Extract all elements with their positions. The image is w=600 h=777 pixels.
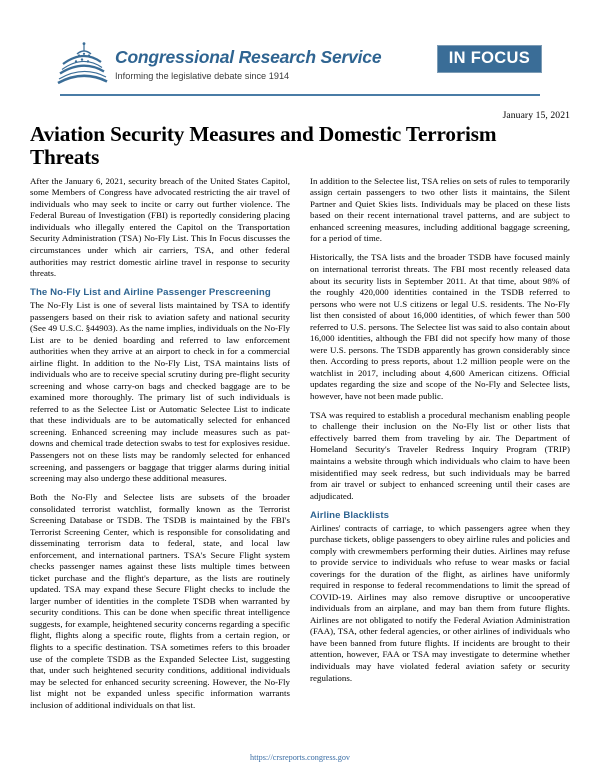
brand-name: Congressional Research Service — [115, 47, 382, 67]
section-heading-no-fly-list: The No-Fly List and Airline Passenger Prescreening — [30, 287, 271, 299]
crs-reports-url-link[interactable]: https://crsreports.congress.gov — [249, 753, 351, 762]
right-paragraph-2: Historically, the TSA lists and the broader TSDB have focused mainly on international terrorist threats. The FBI most recently released data about its security lists in September 2011. At that time, about 98% of the roughly 420,000 identities contained in the TSDB referred to persons who were not U.S citizens or legal U.S. residents. The No-Fly list then consisted of about 16,000 identities, of which fewer than 500 referred to U.S. persons. The Selectee list was said to also contain about 16,000 identities, although the FBI did not specify how many of those were U.S. persons. The TSDB apparently has grown considerably since then. According to press reports, about 1.2 million people were on the watchlist in 2017, including about 4,600 American citizens. Official updates regarding the size and scope of the No-Fly and Selectee lists, however, have not been made public. — [310, 252, 570, 401]
section2-paragraph-1: Airlines' contracts of carriage, to which passengers agree when they purchase tickets, oblige passengers to obey airline rules and policies and comply with crewmembers performing their duties. Airlines may refuse to provide service to individuals who refuse to wear masks or facial coverings for the duration of the flight, as airlines have uniformly required in response to federal recommendations to limit the spread of COVID-19. Airlines may also remove disruptive or uncooperative individuals from an airplane, and may ban them from future flights. Airlines are not obligated to notify the Federal Aviation Administration (FAA), TSA, other federal agencies, or other airlines of individuals who have been banned from future flights. If incidents are brought to their attention, however, FAA or TSA may investigate to determine whether individuals may have violated federal aviation safety or security regulations. — [310, 522, 570, 683]
footer — [0, 747, 600, 765]
masthead — [30, 0, 570, 100]
section1-paragraph-1: The No-Fly List is one of several lists maintained by TSA to identify passengers based on their risk to aviation safety and national security (See 49 U.S.C. §44903). As the name implies, individuals on the No-Fly List are to be denied boarding and referred to law enforcement authorities when they arrive at an airport to check in for a commercial airline flight. In addition to the No-Fly List, TSA maintains lists of individuals who are to receive special scrutiny during pre-flight security screening and whose carry-on bags and checked baggage are to be examined more thoroughly. The primary list of such individuals is referred to as the Selectee List or Automatic Selectee List to indicate that these individuals are to be automatically selected for enhanced screening. Enhanced screening may include measures such as pat-downs and chemical trade detection swabs to test for explosives residue. Passengers not on these lists may be randomly selected for enhanced screening, and passengers or baggage that trigger alarms during initial screening may also undergo these additional measures. — [30, 300, 290, 484]
title-block — [30, 100, 570, 169]
section-heading-airline-blacklists: Airline Blacklists — [310, 509, 390, 521]
crs-capitol-dome-logo-icon — [57, 42, 109, 87]
in-focus-badge: IN FOCUS — [437, 45, 542, 73]
publication-date: January 15, 2021 — [502, 110, 570, 121]
right-column — [310, 176, 570, 692]
brand-tagline: Informing the legislative debate since 1914 — [115, 71, 290, 81]
page-title: Aviation Security Measures and Domestic Terrorism Threats — [30, 122, 497, 169]
intro-paragraph: After the January 6, 2021, security breach of the United States Capitol, some Members of Congress have advocated restricting the air travel of individuals who may seek to incite or carry out further violence. The Federal Bureau of Investigation (FBI) is reportedly considering placing individuals who illegally entered the Capitol on the Transportation Security Administration (TSA) No-Fly List. This In Focus discusses the circumstances under which air carriers, TSA, and other federal authorities may restrict domestic airline travel in response to security threats. — [30, 175, 290, 279]
body-columns — [30, 176, 570, 719]
left-column — [30, 176, 290, 719]
brand-text-block — [115, 42, 381, 82]
crs-brand — [57, 42, 381, 87]
right-paragraph-3: TSA was required to establish a procedural mechanism enabling people to challenge their inclusion on the No-Fly list or other lists that effectively barred them from traveling by air. The Department of Homeland Security's Traveler Redress Inquiry Program (TRIP) maintains a website through which individuals who claim to have been misidentified may seek redress, but such individuals may be barred from air travel or subject to enhanced screening until their cases are adjudicated. — [310, 409, 570, 501]
header-divider-rule — [60, 94, 540, 96]
section1-paragraph-2: Both the No-Fly and Selectee lists are subsets of the broader consolidated terrorist watchlist, formally known as the Terrorist Screening Database or TSDB. The TSDB is maintained by the FBI's Terrorist Screening Center, which is responsible for consolidating and disseminating terrorism data to federal, state, and local law enforcement, and international partners. TSA's Secure Flight system checks passenger names against these lists multiple times between ticket purchase and the flight's departure, as the lists are routinely updated. TSA may expand these Secure Flight checks to include the larger number of identities in the complete TSDB when warranted by security conditions. This can be done when specific threat intelligence suggests, for example, heightened security concerns regarding a specific flight, flights along a specific route, flights from a certain region, or flights to a specific destination. TSA sometimes refers to this broader use of the complete TSDB as the Expanded Selectee List, suggesting that, under such heightened security conditions, additional individuals may be selected for enhanced security screening. However, the No-Fly list might not be expanded unless specific information warrants inclusion of additional individuals on that list. — [30, 492, 290, 710]
right-paragraph-1: In addition to the Selectee list, TSA relies on sets of rules to temporarily assign certain passengers to two other lists it maintains, the Silent Partner and Quiet Skies lists. Individuals may be placed on these lists based on their recent international travel patterns, and are subject to enhanced screening measures, including additional baggage screening, for a period of time. — [310, 175, 570, 244]
